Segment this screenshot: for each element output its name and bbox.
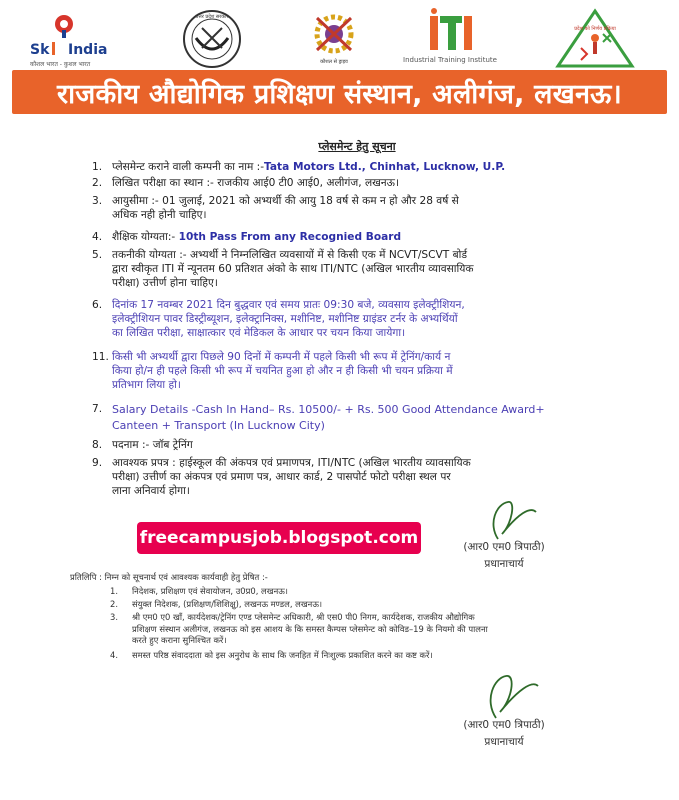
triangle-logo — [555, 8, 635, 70]
up-government-seal — [178, 8, 246, 70]
copy-to-item-2: 2. संयुक्त निदेशक, (प्रशिक्षण/शिशिक्षु), लखनऊ मण्डल, लखनऊ। — [110, 599, 323, 609]
notice-subject: प्लेसमेन्ट हेतु सूचना — [318, 140, 396, 153]
signatory-designation: प्रधानाचार्य — [484, 558, 524, 570]
notice-item-7: 7. Salary Details -Cash In Hand– Rs. 10500/- + Rs. 500 Good Attendance Award+ Canteen + Transport (In Lucknow City) — [92, 403, 545, 432]
signature-block-1 — [444, 540, 564, 571]
copy-to-item-1: 1. निदेशक, प्रशिक्षण एवं सेवायोजन, उ0प्र0, लखनऊ। — [110, 586, 288, 596]
skill-india-wordmark-india: India — [68, 42, 108, 58]
notice-item-8: 8. पदनाम :- जॉब ट्रेनिंग — [92, 439, 193, 451]
signature-block-2 — [444, 718, 564, 749]
svg-text:प्रदेश को निर्णय प्रक्रिया: प्रदेश को निर्णय प्रक्रिया — [574, 26, 616, 32]
institute-banner — [12, 70, 667, 114]
letterhead — [0, 0, 679, 120]
signatory-name: (आर0 एम0 त्रिपाठी) — [463, 541, 545, 553]
notice-item-1: 1. प्लेसमेन्ट कराने वाली कम्पनी का नाम :-Tata Motors Ltd., Chinhat, Lucknow, U.P. — [92, 161, 506, 173]
copy-to-item-3: 3. श्री एम0 ए0 खाँ, कार्यदेशक/ट्रेनिंग एण्ड प्लेसमेन्ट अधिकारी, श्री एस0 पी0 निगम, कार्यदेशक, राजकीय औद्योगिक प्रशिक्षण संस्थान अलीगंज, लखनऊ को इस आशय के कि समस्त कैम्पस प्लेसमेन्ट को कोविड–19 के नियमो की पालना करते हुए कराना सुनिश्चित करें। — [110, 612, 488, 645]
iti-logo-caption: Industrial Training Institute — [403, 56, 497, 64]
gear-icon — [317, 17, 351, 51]
signatory-name: (आर0 एम0 त्रिपाठी) — [463, 719, 545, 731]
signature-1-scribble — [478, 494, 548, 544]
institute-name: राजकीय औद्योगिक प्रशिक्षण संस्थान, अलीगंज, लखनऊ। — [57, 78, 622, 110]
watermark-banner: freecampusjob.blogspot.com — [137, 522, 421, 554]
skill-india-wordmark-skill: Sk — [30, 42, 50, 58]
notice-item-9: 9. आवश्यक प्रपत्र : हाईस्कूल की अंकपत्र एवं प्रमाणपत्र, ITI/NTC (अखिल भारतीय व्यावसायिक परीक्षा) उत्तीर्ण का अंकपत्र एवं प्रमाण पत्र, आधार कार्ड, 2 पासपोर्ट फोटो परीक्षा स्थल पर लाना अनिवार्य होगा। — [92, 457, 471, 497]
skill-india-logo — [22, 8, 132, 70]
notice-item-3: 3. आयुसीमा :- 01 जुलाई, 2021 को अभ्यर्थी की आयु 18 वर्ष से कम न हो और 28 वर्ष से अधिक नही होनी चाहिए। — [92, 195, 459, 221]
iti-logo — [400, 8, 500, 70]
svg-text:उत्तर प्रदेश सरकार: उत्तर प्रदेश सरकार — [195, 14, 229, 20]
notice-item-11: 11. किसी भी अभ्यर्थी द्वारा पिछले 90 दिनों में कम्पनी में पहले किसी भी रूप में ट्रेनिंग/कार्य न किया हो/न ही पहले किसी भी रूप में चयनित हुआ हो और न ही किसी भी चयन प्रक्रिया में प्रतिभाग लिया हो। — [92, 351, 453, 391]
skill-india-tagline: कौशल भारत - कुशल भारत — [30, 61, 91, 68]
svg-text:कौशल से ड्राइव: कौशल से ड्राइव — [320, 59, 348, 65]
signature-2-scribble — [478, 666, 548, 722]
notice-item-6: 6. दिनांक 17 नवम्बर 2021 दिन बुद्धवार एवं समय प्रातः 09:30 बजे, व्यवसाय इलेक्ट्रीशियन, इलेक्ट्रीशियन पावर डिस्ट्रीब्यूशन, इलेक्ट्रानिक्स, मशीनिष्ट, मशीनिष्ट ग्राइंडर टर्नर के अभ्यर्थियों का लिखित परीक्षा, साक्षात्कार एवं मेडिकल के आधार पर चयन किया जायेगा। — [92, 299, 465, 339]
copy-to-item-4: 4. समस्त परिष्ठ संवाददाता को इस अनुरोध के साथ कि जनहित में निःशुल्क प्रकाशित करने का कष्ट करें। — [110, 650, 433, 660]
signatory-designation: प्रधानाचार्य — [484, 736, 524, 748]
notice-item-2: 2. लिखित परीक्षा का स्थान :- राजकीय आई0 टी0 आई0, अलीगंज, लखनऊ। — [92, 177, 400, 189]
iti-emblem — [305, 8, 363, 70]
logo-row — [0, 8, 679, 70]
skill-india-emblem-icon — [55, 15, 73, 38]
copy-to-heading: प्रतिलिपि : निम्न को सूचनार्थ एवं आवश्यक कार्यवाही हेतु प्रेषित :- — [70, 572, 268, 582]
notice-item-5: 5. तकनीकी योग्यता :- अभ्यर्थी ने निम्नलिखित व्यवसायों में से किसी एक में NCVT/SCVT बोर्ड द्वारा स्वीकृत ITI में न्यूनतम 60 प्रतिशत अंको के साथ ITI/NTC (अखिल भारतीय व्यावसायिक परीक्षा) उत्तीर्ण होना चाहिए। — [92, 249, 474, 289]
notice-item-4: 4. शैक्षिक योग्यता:- 10th Pass From any Recognied Board — [92, 231, 402, 243]
